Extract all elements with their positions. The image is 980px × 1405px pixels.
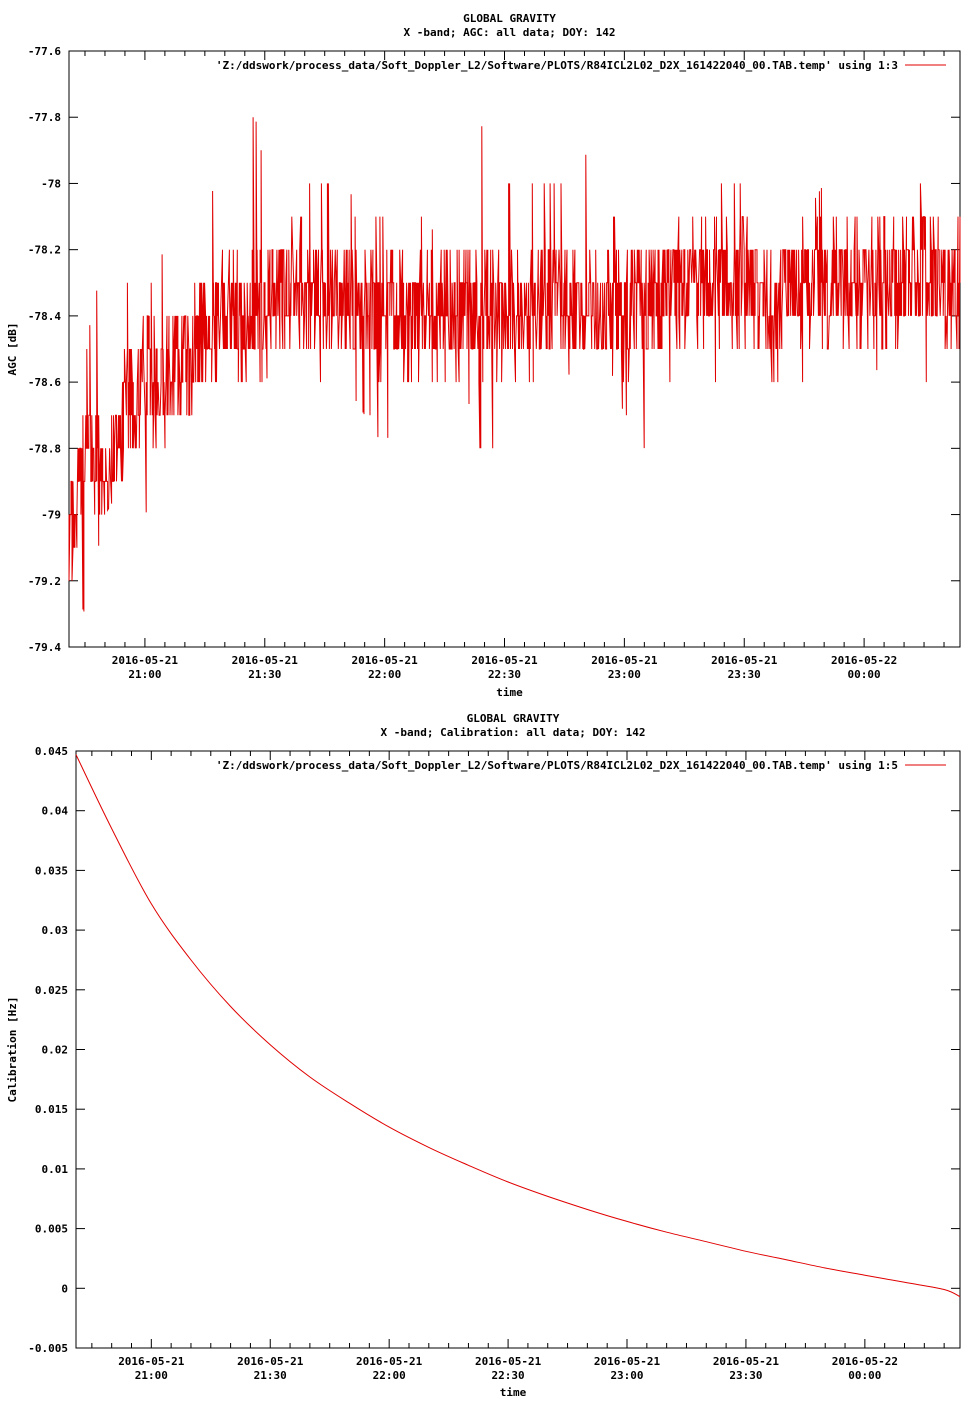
x-tick-date-label: 2016-05-21 [351,654,418,667]
x-tick-time-label: 22:00 [368,668,402,681]
x-tick-time-label: 23:00 [607,668,641,681]
x-tick-date-label: 2016-05-21 [237,1355,304,1368]
x-tick-time-label: 21:00 [134,1369,168,1382]
chart-subtitle: X -band; AGC: all data; DOY: 142 [403,26,616,39]
legend-label: 'Z:/ddswork/process_data/Soft_Doppler_L2/Software/PLOTS/R84ICL2L02_D2X_161422040_00.TAB.temp' using 1:5 [215,759,898,772]
x-tick-date-label: 2016-05-21 [712,1355,780,1368]
x-tick-time-label: 22:30 [487,668,522,681]
y-tick-label: 0.045 [34,745,68,758]
agc-chart [6,12,960,699]
chart-title: GLOBAL GRAVITY [463,12,556,25]
y-tick-label: 0.02 [41,1043,68,1057]
chart-title: GLOBAL GRAVITY [466,712,560,725]
y-tick-label: -78.2 [27,243,61,257]
y-axis-label: Calibration [Hz] [6,996,19,1103]
y-tick-label: 0.025 [34,983,68,997]
y-tick-label: 0.04 [41,804,68,818]
y-tick-label: 0.03 [41,924,68,938]
y-tick-label: -78.8 [27,442,61,456]
y-tick-label: 0.005 [34,1222,68,1236]
x-tick-time-label: 00:00 [847,668,881,681]
plot-frame [76,751,960,1348]
x-tick-date-label: 2016-05-22 [830,654,898,667]
x-tick-date-label: 2016-05-21 [356,1355,423,1368]
x-tick-time-label: 21:30 [248,668,282,681]
x-tick-date-label: 2016-05-21 [474,1355,542,1368]
x-tick-time-label: 22:00 [372,1369,406,1382]
x-axis-label: time [499,1386,527,1399]
y-tick-label: -77.8 [27,111,61,125]
y-tick-label: 0 [61,1282,68,1296]
x-tick-time-label: 23:30 [727,668,761,681]
y-tick-label: -0.005 [28,1342,68,1355]
y-tick-label: -79.4 [27,641,61,654]
x-tick-time-label: 21:30 [253,1369,287,1382]
x-tick-date-label: 2016-05-21 [231,654,298,667]
y-tick-label: 0.035 [34,864,68,878]
calibration-series-line [76,755,960,1297]
y-tick-label: -77.6 [27,45,61,58]
x-tick-date-label: 2016-05-22 [831,1355,898,1368]
x-tick-date-label: 2016-05-21 [111,654,179,667]
y-tick-label: 0.015 [34,1103,68,1117]
y-axis-label: AGC [dB] [6,322,19,376]
y-tick-label: -79 [41,508,61,522]
x-axis-label: time [496,686,523,699]
x-tick-time-label: 00:00 [848,1369,882,1382]
chart-subtitle: X -band; Calibration: all data; DOY: 142 [380,726,646,739]
x-tick-date-label: 2016-05-21 [118,1355,185,1368]
y-tick-label: -79.2 [27,574,61,588]
agc-series-line [69,117,960,611]
x-tick-date-label: 2016-05-21 [591,654,658,667]
x-tick-time-label: 23:30 [729,1369,763,1382]
x-tick-date-label: 2016-05-21 [711,654,778,667]
y-tick-label: 0.01 [41,1162,68,1176]
y-tick-label: -78.4 [27,309,61,323]
x-tick-date-label: 2016-05-21 [593,1355,661,1368]
x-tick-date-label: 2016-05-21 [471,654,538,667]
y-tick-label: -78.6 [27,376,61,390]
y-tick-label: -78 [41,177,61,191]
legend-label: 'Z:/ddswork/process_data/Soft_Doppler_L2/Software/PLOTS/R84ICL2L02_D2X_161422040_00.TAB.temp' using 1:3 [215,59,898,72]
x-tick-time-label: 23:00 [610,1369,644,1382]
x-tick-time-label: 22:30 [491,1369,525,1382]
x-tick-time-label: 21:00 [128,668,162,681]
calibration-chart [6,712,960,1399]
